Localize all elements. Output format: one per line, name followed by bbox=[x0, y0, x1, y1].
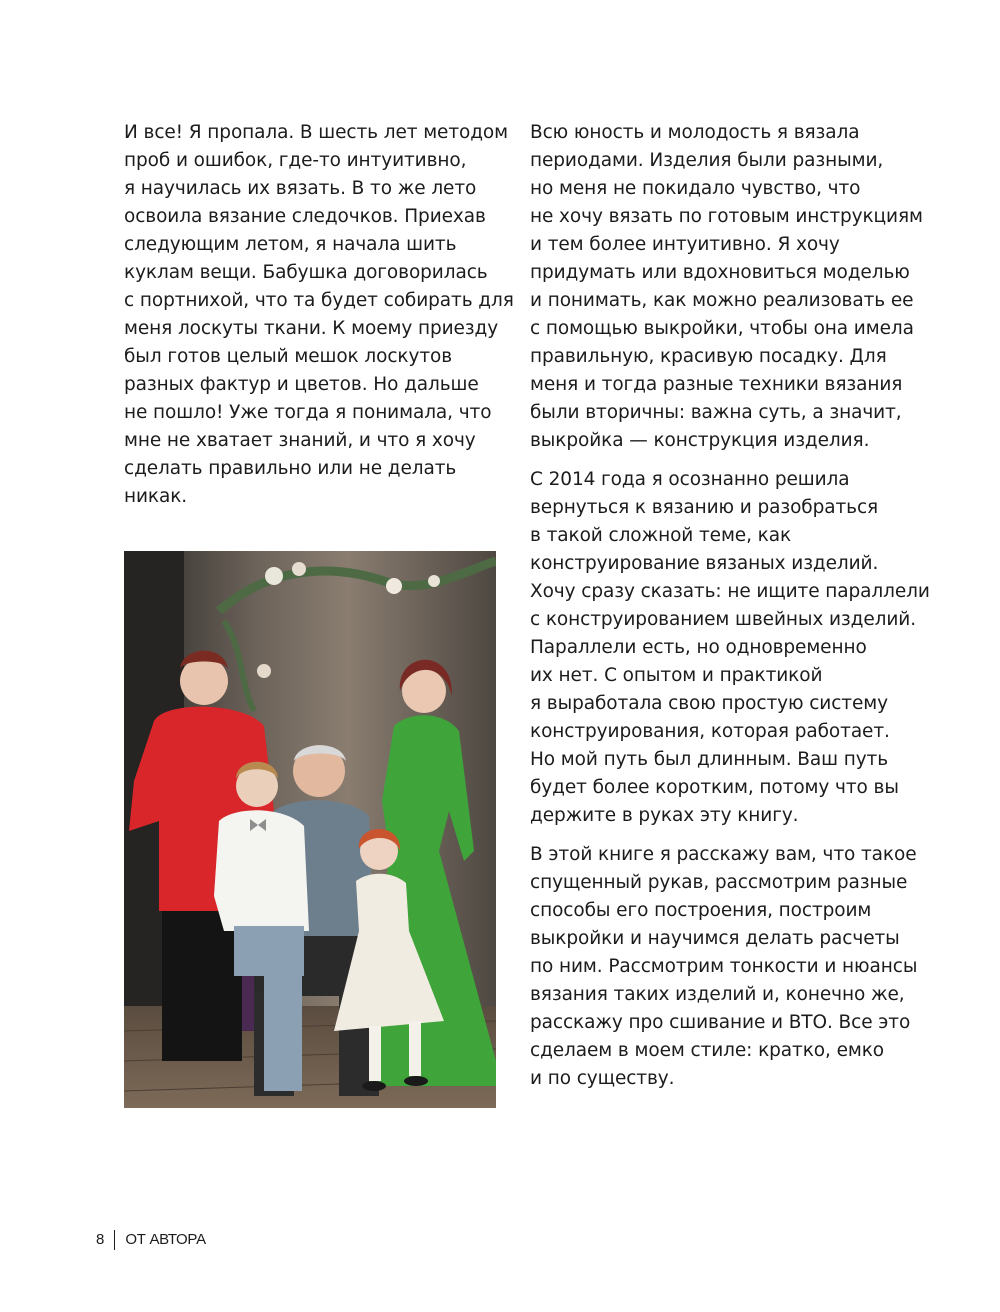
text-line: способы его построения, построим bbox=[530, 900, 872, 921]
text-line: придумать или вдохновиться моделью bbox=[530, 262, 910, 283]
text-line: в такой сложной теме, как bbox=[530, 525, 792, 546]
text-line: Хочу сразу сказать: не ищите параллели bbox=[530, 581, 930, 602]
text-line: освоила вязание следочков. Приехав bbox=[124, 206, 486, 227]
text-line: меня и тогда разные техники вязания bbox=[530, 374, 903, 395]
left-column bbox=[124, 119, 514, 522]
section-title: ОТ АВТОРА bbox=[125, 1231, 206, 1248]
text-line: Но мой путь был длинным. Ваш путь bbox=[530, 749, 889, 770]
family-photo bbox=[124, 551, 496, 1108]
text-line: был готов целый мешок лоскутов bbox=[124, 346, 453, 367]
right-paragraph-1 bbox=[530, 119, 923, 455]
text-line: но меня не покидало чувство, что bbox=[530, 178, 861, 199]
family-photo-illustration bbox=[124, 551, 496, 1108]
text-line: были вторичны: важна суть, а значит, bbox=[530, 402, 902, 423]
text-line: спущенный рукав, рассмотрим разные bbox=[530, 872, 908, 893]
text-line: с портнихой, что та будет собирать для bbox=[124, 290, 514, 311]
text-line: и понимать, как можно реализовать ее bbox=[530, 290, 914, 311]
text-line: С 2014 года я осознанно решила bbox=[530, 469, 850, 490]
text-line: их нет. С опытом и практикой bbox=[530, 665, 823, 686]
text-line: будет более коротким, потому что вы bbox=[530, 777, 899, 798]
text-line: с помощью выкройки, чтобы она имела bbox=[530, 318, 914, 339]
text-line: по ним. Рассмотрим тонкости и нюансы bbox=[530, 956, 918, 977]
text-line: вернуться к вязанию и разобраться bbox=[530, 497, 879, 518]
text-line: Параллели есть, но одновременно bbox=[530, 637, 867, 658]
footer-divider bbox=[114, 1230, 115, 1250]
text-line: держите в руках эту книгу. bbox=[530, 805, 799, 826]
text-line: куклам вещи. Бабушка договорилась bbox=[124, 262, 488, 283]
text-line: Всю юность и молодость я вязала bbox=[530, 122, 860, 143]
text-line: выкройки и научимся делать расчеты bbox=[530, 928, 900, 949]
text-line: сделаем в моем стиле: кратко, емко bbox=[530, 1040, 885, 1061]
text-line: и по существу. bbox=[530, 1068, 675, 1089]
text-line: и тем более интуитивно. Я хочу bbox=[530, 234, 840, 255]
page-footer bbox=[96, 1228, 206, 1252]
text-line: разных фактур и цветов. Но дальше bbox=[124, 374, 479, 395]
text-line: периодами. Изделия были разными, bbox=[530, 150, 884, 171]
right-paragraph-2 bbox=[530, 466, 930, 830]
text-line: с конструированием швейных изделий. bbox=[530, 609, 916, 630]
text-line: выкройка — конструкция изделия. bbox=[530, 430, 870, 451]
text-line: не хочу вязать по готовым инструкциям bbox=[530, 206, 923, 227]
text-line: сделать правильно или не делать bbox=[124, 458, 457, 479]
text-line: правильную, красивую посадку. Для bbox=[530, 346, 887, 367]
text-line: И все! Я пропала. В шесть лет методом bbox=[124, 122, 508, 143]
text-line: мне не хватает знаний, и что я хочу bbox=[124, 430, 476, 451]
text-line: я выработала свою простую систему bbox=[530, 693, 888, 714]
text-line: я научилась их вязать. В то же лето bbox=[124, 178, 477, 199]
left-paragraph bbox=[124, 119, 514, 511]
right-column bbox=[530, 119, 930, 1104]
text-line: никак. bbox=[124, 486, 188, 507]
text-line: вязания таких изделий и, конечно же, bbox=[530, 984, 905, 1005]
right-paragraph-3 bbox=[530, 841, 918, 1093]
text-line: следующим летом, я начала шить bbox=[124, 234, 457, 255]
text-line: расскажу про сшивание и ВТО. Все это bbox=[530, 1012, 911, 1033]
text-line: меня лоскуты ткани. К моему приезду bbox=[124, 318, 499, 339]
text-line: не пошло! Уже тогда я понимала, что bbox=[124, 402, 492, 423]
text-line: конструирование вязаных изделий. bbox=[530, 553, 879, 574]
text-line: конструирования, которая работает. bbox=[530, 721, 890, 742]
text-line: проб и ошибок, где-то интуитивно, bbox=[124, 150, 467, 171]
page-number: 8 bbox=[96, 1231, 105, 1248]
text-line: В этой книге я расскажу вам, что такое bbox=[530, 844, 917, 865]
